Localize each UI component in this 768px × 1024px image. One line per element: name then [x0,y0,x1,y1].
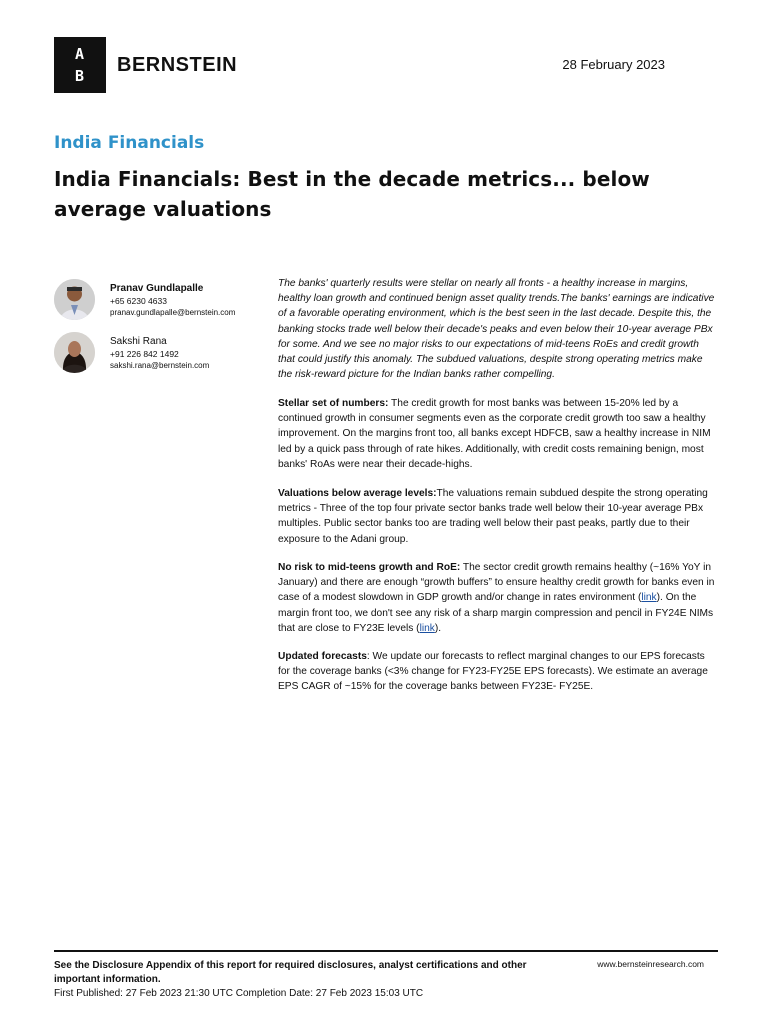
section-text: : We update our forecasts to reflect marginal changes to our EPS forecasts for the coverage banks (<3% change for FY23-FY25E EPS forecasts). We estimate an average EPS CAGR of ~15% for the coverage banks between FY23E- FY25E. [278,651,708,693]
report-date: 28 February 2023 [562,57,665,72]
section-stellar-numbers [278,396,718,472]
section-text: ). [434,622,442,634]
analyst-email[interactable]: sakshi.rana@bernstein.com [110,361,210,370]
logo-letter-b: B [74,67,86,85]
section-text: The valuations remain subdued despite the strong operating metrics - Three of the top four private sector banks trade well below their 10-year average PBx multiples. Public sector banks too are trading well below their past peaks, partly due to their exposure to the Adani group. [278,488,708,545]
bernstein-logo [54,37,237,93]
analyst-name: Sakshi Rana [110,336,167,347]
analyst-email[interactable]: pranav.gundlapalle@bernstein.com [110,308,236,317]
website-link[interactable]: www.bernsteinresearch.com [597,959,704,969]
margin-link[interactable]: link [419,622,435,634]
logo-letter-a: A [74,45,86,63]
footer-divider [54,950,718,952]
section-heading: Valuations below average levels: [278,488,437,499]
section-heading: Updated forecasts [278,651,367,662]
section-forecasts [278,649,718,695]
growth-link[interactable]: link [641,592,657,604]
analyst-card [54,332,264,373]
section-heading: No risk to mid-teens growth and RoE: [278,562,461,573]
sector-label: India Financials [54,133,205,153]
publish-info: First Published: 27 Feb 2023 21:30 UTC Completion Date: 27 Feb 2023 15:03 UTC [54,988,424,999]
section-text: The sector credit growth remains healthy (~16% YoY in January) and there are enough “growth buffers” to ensure healthy credit growth for banks even in case of a modest slowdown in GDP growth and/or change in rates environment ( [278,562,715,604]
logo-mark [54,37,106,93]
summary-paragraph: The banks' quarterly results were stellar on nearly all fronts - a healthy increase in margins, healthy loan growth and continued benign asset quality trends.The banks' earnings are indicative of a favorable operating environment, which is the best seen in the last decade. Despite this, the banking stocks trade well below their decade's peaks and even below their 10-year average PBx for some. And we see no major risks to our expectations of mid-teens RoEs and credit growth that could justify this anomaly. The subdued valuations, despite strong operating metrics make the risk-reward picture for the Indian banks rather compelling. [278,278,715,381]
section-text: ). On the margin front too, we don't see any risk of a sharp margin compression and pencil in FY24E NIMs that are close to FY23E levels ( [278,592,714,634]
section-valuations [278,486,718,547]
analyst-card [54,279,264,320]
section-text: The credit growth for most banks was between 15-20% led by a continued growth in consumer segments even as the corporate credit growth too saw a healthy improvement. On the margins front too, all banks except HDFCB, saw a healthy increase in NIM led by a quick pass through of rate hikes. Additionally, with credit costs remaining benign, most banks' RoAs were near their decade-highs. [278,398,711,470]
report-title: India Financials: Best in the decade metrics... below average valuations [54,167,650,221]
analyst-phone: +91 226 842 1492 [110,349,179,359]
analyst-name: Pranav Gundlapalle [110,283,204,294]
section-heading: Stellar set of numbers: [278,398,389,409]
section-growth-roe [278,560,718,636]
analyst-photo [54,279,95,320]
disclosure-notice: See the Disclosure Appendix of this report for required disclosures, analyst certifications and other important information. [54,960,527,985]
analyst-phone: +65 6230 4633 [110,296,167,306]
analyst-photo [54,332,95,373]
logo-name: BERNSTEIN [117,53,238,76]
